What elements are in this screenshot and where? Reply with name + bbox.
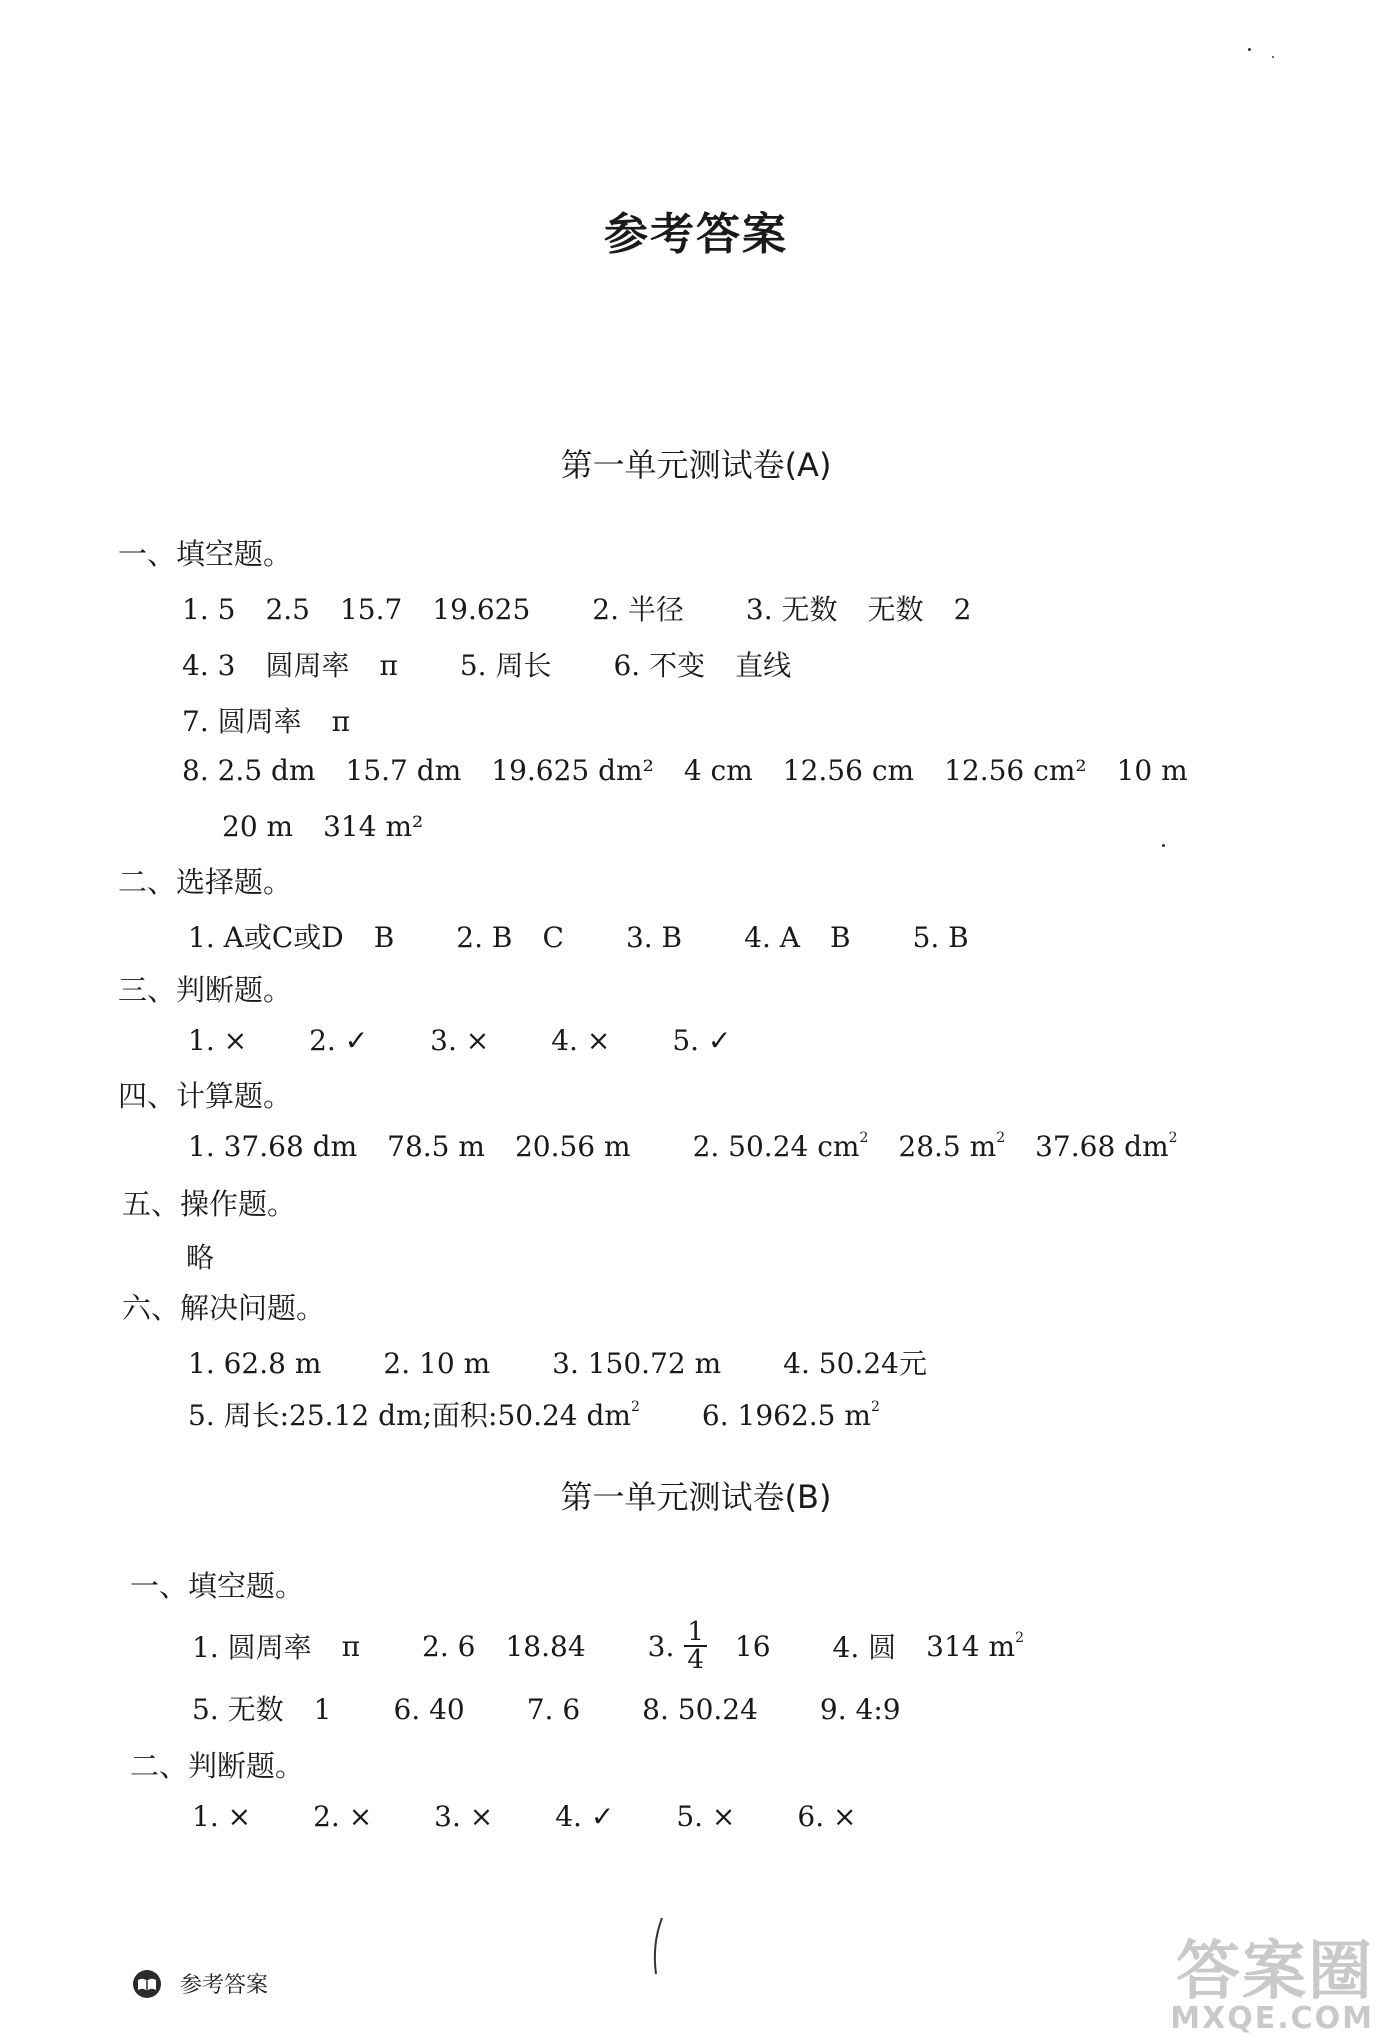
answer-item: C (542, 921, 564, 954)
answer-line (222, 810, 453, 843)
answer-item: 4. ✓ (555, 1800, 615, 1833)
answer-item: 1 (313, 1693, 332, 1726)
answer-item: 1. × (192, 1800, 252, 1833)
scan-mark (648, 1914, 668, 1978)
part-heading: 二、判断题。 (130, 1749, 305, 1783)
answer-item: 2. 50.24 $cm^2$ (692, 1130, 869, 1163)
answer-item: 78.5 m (387, 1130, 485, 1163)
answer-item: 1. × (188, 1024, 248, 1057)
answer-item: 2. 6 (422, 1629, 476, 1663)
answer-line (182, 588, 1001, 628)
part-heading: 一、填空题。 (130, 1569, 305, 1603)
answer-item: B (829, 921, 851, 954)
answer-item: 2. 半径 (592, 593, 684, 626)
answer-line (192, 1800, 886, 1833)
answer-item: 圆周率 (265, 649, 350, 682)
answer-item: 1. 37.68 dm (188, 1130, 358, 1163)
answer-item: π (379, 649, 398, 682)
fraction-numerator: 1 (684, 1619, 707, 1647)
answer-line (182, 700, 380, 740)
answer-item: 6. 40 (393, 1693, 465, 1726)
scan-speck (1162, 844, 1165, 847)
part-heading: 四、计算题。 (118, 1079, 293, 1113)
answer-line (188, 1394, 910, 1434)
answer-item: 3. 150.72 m (552, 1347, 722, 1380)
part-heading: 三、判断题。 (118, 973, 293, 1007)
answer-item: 2 (953, 593, 972, 626)
answer-item: 1. 62.8 m (188, 1347, 322, 1380)
answer-item: 1. 5 (182, 593, 236, 626)
answer-item: 16 (734, 1629, 771, 1663)
answer-item: 12.56 cm (782, 754, 915, 787)
answer-item: 3. × (434, 1800, 494, 1833)
answer-item: 6. 1962.5 $m^2$ (701, 1399, 880, 1432)
answer-item: 2.5 (265, 593, 310, 626)
answer-item: 略 (186, 1241, 215, 1274)
answer-item: 314 m² (323, 810, 424, 843)
answer-item: 无数 (867, 593, 924, 626)
part-heading: 二、选择题。 (118, 865, 293, 899)
answer-item: 3. B (625, 921, 683, 954)
answer-item: 20 m (222, 810, 294, 843)
answer-line (188, 916, 999, 956)
scan-speck (1248, 48, 1251, 51)
part-heading: 六、解决问题。 (122, 1291, 326, 1325)
answer-item: 2. 10 m (383, 1347, 491, 1380)
section-title-a: 第一单元测试卷(A) (560, 446, 832, 484)
answer-line (188, 1130, 1208, 1163)
answer-item: 1. A或C或D (188, 921, 344, 954)
answer-item: 直线 (735, 649, 792, 682)
answer-item: 7. 6 (526, 1693, 581, 1726)
answer-item: 5. 周长 (459, 649, 552, 682)
page-title: 参考答案 (604, 209, 788, 260)
answer-item: 3. × (430, 1024, 490, 1057)
answer-item: 28.5 $m^2$ (898, 1130, 1006, 1163)
book-icon (132, 1969, 162, 1999)
answer-item: B (373, 921, 395, 954)
answer-line (182, 754, 1218, 787)
answer-item: 5. 周长:25.12 dm;面积:50.24 $dm^2$ (188, 1399, 640, 1432)
watermark-text: 答案圈 (1176, 1935, 1374, 2009)
page-footer (132, 1968, 268, 1999)
answer-item: 4. A (744, 921, 800, 954)
answer-item: 2. ✓ (309, 1024, 369, 1057)
answer-item: 4. 3 (182, 649, 236, 682)
answer-item: 19.625 (432, 593, 531, 626)
answer-item: 6. × (797, 1800, 857, 1833)
answer-item: 7. 圆周率 (182, 705, 302, 738)
watermark (1170, 1935, 1374, 2036)
answer-line (192, 1688, 931, 1728)
answer-item: 8. 50.24 (642, 1693, 758, 1726)
answer-item: 2. B (456, 921, 513, 954)
answer-item: 19.625 dm² (491, 754, 654, 787)
answer-item: 6. 不变 (613, 649, 706, 682)
answer-item: 314 $m^2$ (926, 1629, 1024, 1663)
answer-line (188, 1024, 761, 1057)
answer-item: 4. × (551, 1024, 611, 1057)
answer-item: 4 cm (683, 754, 753, 787)
answer-item: 5. B (912, 921, 969, 954)
answer-item: 12.56 cm² (944, 754, 1087, 787)
footer-text: 参考答案 (180, 1973, 269, 1998)
answer-item: 1. 圆周率 (192, 1631, 312, 1664)
answer-item: 3. 无数 (745, 593, 838, 626)
scan-speck (1272, 56, 1274, 58)
answer-item: 9. 4:9 (819, 1693, 901, 1726)
section-title-b: 第一单元测试卷(B) (560, 1478, 832, 1516)
answer-line (192, 1616, 1054, 1676)
answer-item: 2. × (313, 1800, 373, 1833)
answer-item: 3. (647, 1629, 675, 1663)
answer-item: π (331, 705, 351, 738)
watermark-url: MXQE.COM (1170, 2001, 1374, 2036)
fraction-denominator: 4 (687, 1645, 704, 1675)
answer-line (188, 1342, 957, 1382)
fraction (684, 1619, 707, 1673)
answer-item: 18.84 (505, 1629, 586, 1663)
answer-item: 5. 无数 (192, 1693, 284, 1726)
answer-item: 5. ✓ (672, 1024, 732, 1057)
part-heading: 五、操作题。 (122, 1187, 297, 1221)
answer-item: 4. 圆 (832, 1631, 897, 1664)
answer-line (182, 644, 821, 684)
answer-item: 15.7 (339, 593, 403, 626)
answer-item: 4. 50.24元 (783, 1347, 927, 1380)
answer-item: 20.56 m (514, 1130, 631, 1163)
answer-item: 8. 2.5 dm (182, 754, 316, 787)
answer-item: 10 m (1116, 754, 1188, 787)
answer-line (186, 1236, 244, 1276)
answer-item: 5. × (676, 1800, 736, 1833)
answer-item: 37.68 $dm^2$ (1035, 1130, 1178, 1163)
part-heading: 一、填空题。 (118, 537, 293, 571)
answer-item: 15.7 dm (345, 754, 462, 787)
answer-item: π (341, 1629, 361, 1663)
